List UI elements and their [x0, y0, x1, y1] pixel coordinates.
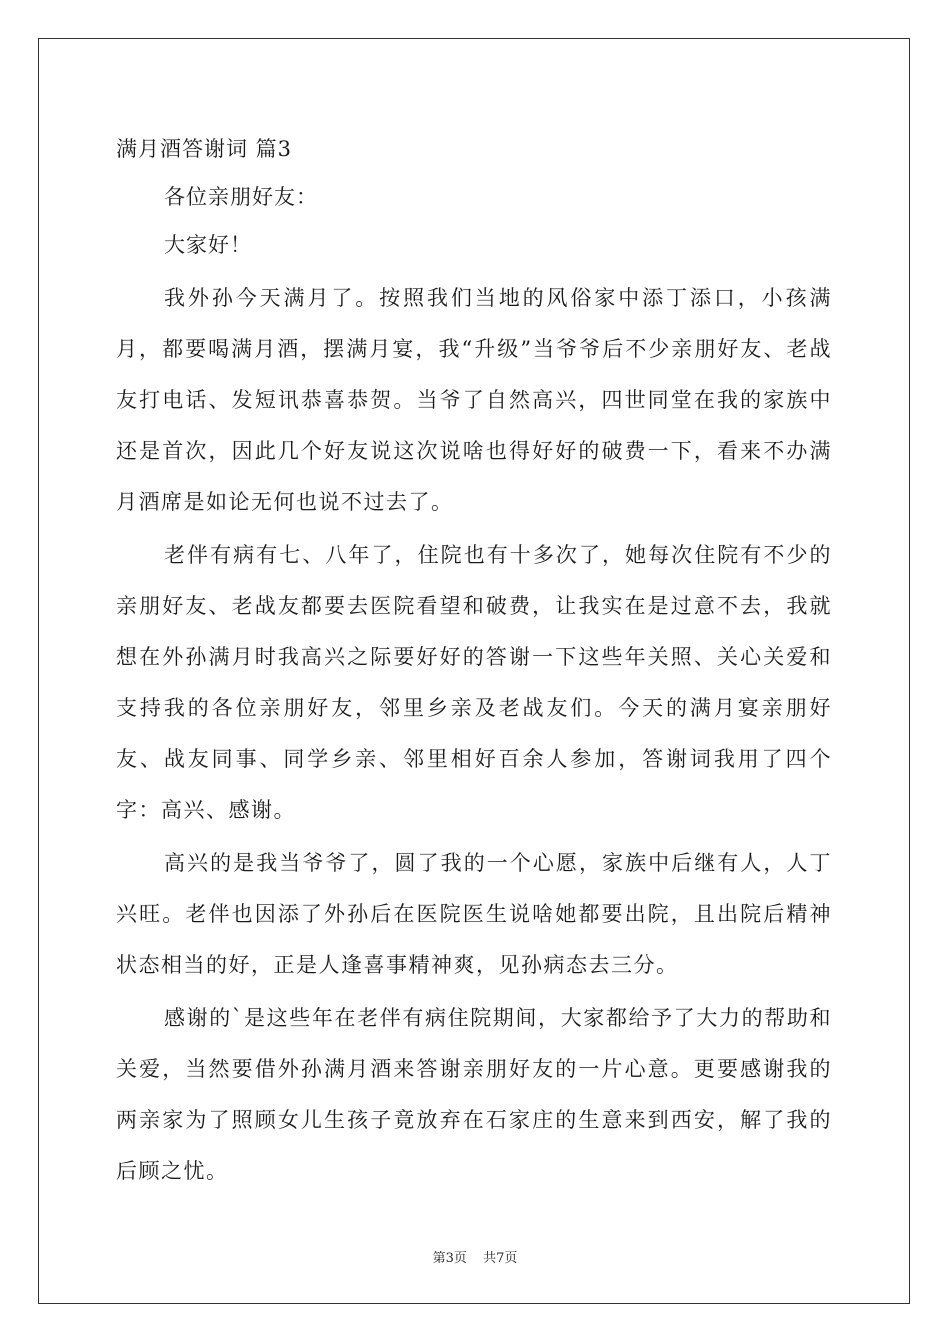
document-title: 满月酒答谢词 篇3 — [116, 137, 293, 161]
page-footer — [0, 1247, 950, 1266]
paragraph-1: 我外孙今天满月了。按照我们当地的风俗家中添丁添口，小孩满月，都要喝满月酒，摆满月宴，我“升级”当爷爷后不少亲朋好友、老战友打电话、发短讯恭喜恭贺。当爷了自然高兴，四世同堂在我的家族中还是首次，因此几个好友说这次说啥也得好好的破费一下，看来不办满月酒席是如论无何也说不过去了。 — [116, 286, 832, 514]
document-body — [116, 129, 832, 1199]
paragraph-2: 老伴有病有七、八年了，住院也有十多次了，她每次住院有不少的亲朋好友、老战友都要去医院看望和破费，让我实在是过意不去，我就想在外孙满月时我高兴之际要好好的答谢一下这些年关照、关心关爱和支持我的各位亲朋好友，邻里乡亲及老战友们。今天的满月宴亲朋好友、战友同事、同学乡亲、邻里相好百余人参加，答谢词我用了四个字：高兴、感谢。 — [116, 543, 832, 822]
paragraph-3: 高兴的是我当爷爷了，圆了我的一个心愿，家族中后继有人，人丁兴旺。老伴也因添了外孙后在医院医生说啥她都要出院，且出院后精神状态相当的好，正是人逢喜事精神爽，见孙病态去三分。 — [116, 851, 832, 977]
paragraph-4: 感谢的`是这些年在老伴有病住院期间，大家都给予了大力的帮助和关爱，当然要借外孙满月酒来答谢亲朋好友的一片心意。更要感谢我的两亲家为了照顾女儿生孩子竟放弃在石家庄的生意来到西安，解了我的后顾之忧。 — [116, 1006, 832, 1183]
page-number: 第3页 — [432, 1251, 467, 1266]
greeting: 大家好！ — [164, 233, 252, 257]
total-pages: 共7页 — [483, 1251, 518, 1266]
salutation: 各位亲朋好友： — [164, 185, 318, 209]
